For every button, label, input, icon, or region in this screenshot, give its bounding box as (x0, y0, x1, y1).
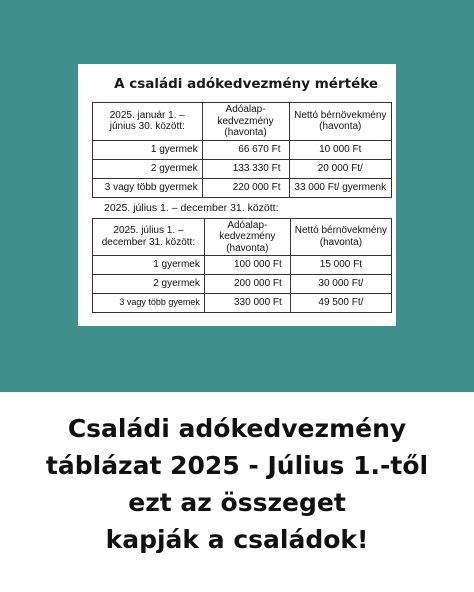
headline-line-3: ezt az összeget (128, 488, 346, 517)
table-row (93, 159, 392, 178)
net-increase-cell: 49 500 Ft/ (290, 294, 391, 313)
table-row (93, 178, 392, 197)
table-row (93, 256, 392, 275)
second-half-period-label: 2025. július 1. – december 31. között: (104, 201, 279, 214)
table-row (93, 275, 392, 294)
allowance-cell: 66 670 Ft (202, 140, 289, 159)
period-header: 2025. január 1. – június 30. között: (93, 103, 203, 141)
net-wage-increase-header: Nettó bérnövekmény (havonta) (290, 218, 391, 256)
tax-base-allowance-header: Adóalap-kedvezmény (havonta) (204, 218, 290, 256)
headline (0, 410, 474, 558)
allowance-cell: 200 000 Ft (204, 275, 290, 294)
table-first-half-2025 (92, 102, 392, 198)
headline-line-4: kapják a családok! (105, 525, 369, 554)
card-title: A családi adókedvezmény mértéke (114, 76, 378, 92)
net-increase-cell: 10 000 Ft (289, 140, 391, 159)
children-count-cell: 3 vagy több gyemek (93, 294, 205, 313)
children-count-cell: 2 gyermek (93, 275, 205, 294)
net-increase-cell: 30 000 Ft/ (290, 275, 391, 294)
tax-base-allowance-header: Adóalap-kedvezmény (havonta) (202, 103, 289, 141)
allowance-cell: 330 000 Ft (204, 294, 290, 313)
allowance-cell: 220 000 Ft (202, 178, 289, 197)
net-wage-increase-header: Nettó bérnövekmény (havonta) (289, 103, 391, 141)
table-header-row (93, 103, 392, 141)
children-count-cell: 2 gyermek (93, 159, 203, 178)
table-row (93, 140, 392, 159)
headline-line-1: Családi adókedvezmény (67, 414, 407, 443)
tax-benefit-card (78, 64, 396, 326)
allowance-cell: 133 330 Ft (202, 159, 289, 178)
children-count-cell: 1 gyermek (93, 140, 203, 159)
table-row (93, 294, 392, 313)
headline-line-2: táblázat 2025 - Július 1.-től (45, 451, 429, 480)
period-header: 2025. július 1. – december 31. között: (93, 218, 205, 256)
table-second-half-2025 (92, 218, 392, 314)
children-count-cell: 3 vagy több gyermek (93, 178, 203, 197)
allowance-cell: 100 000 Ft (204, 256, 290, 275)
net-increase-cell: 33 000 Ft/ gyermenk (289, 178, 391, 197)
net-increase-cell: 20 000 Ft/ (289, 159, 391, 178)
table-header-row (93, 218, 392, 256)
children-count-cell: 1 gyermek (93, 256, 205, 275)
net-increase-cell: 15 000 Ft (290, 256, 391, 275)
